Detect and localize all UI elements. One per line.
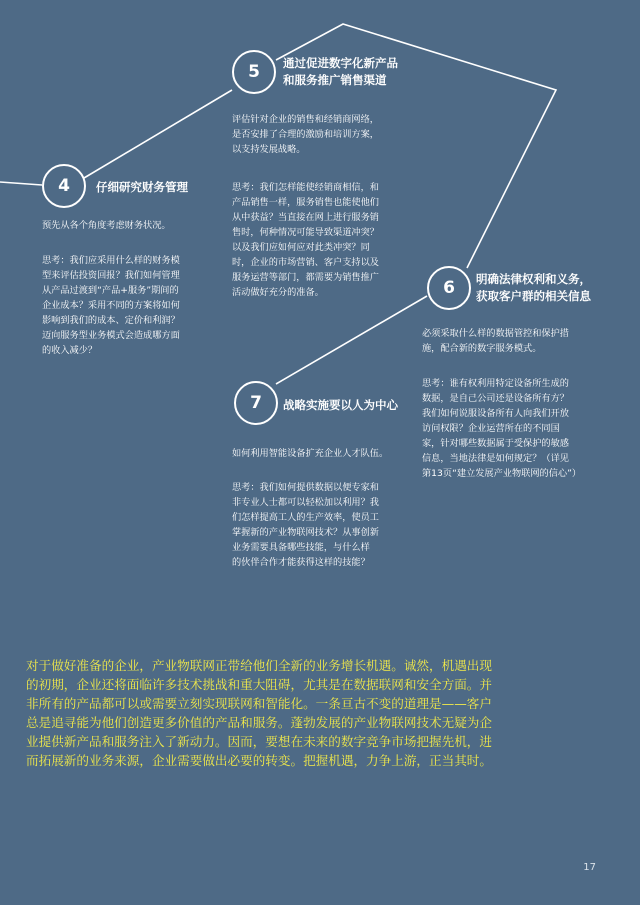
step-7-intro: 如何利用智能设备扩充企业人才队伍。 [232, 448, 389, 459]
step-4-badge: 4 [42, 164, 86, 208]
step-6-badge: 6 [427, 266, 471, 310]
summary-paragraph: 对于做好准备的企业，产业物联网正带给他们全新的业务增长机遇。诚然，机遇出现 的初期，企业还将面临许多技术挑战和重大阻碍，尤其是在数据联网和安全方面。并 非所有的产品都可以或需要立刻实现联网和智能化。一条亘古不变的道理是——客户 总是追寻能为他们创造更多价值的产品和服务。蓬勃发展的产业物联网技术无疑为企 业提供新产品和服务注入了新动力。因而，要想在未来的数字竞争市场把握先机，进 而拓展新的业务来源，企业需要做出必要的转变。把握机遇，力争上游，正当其时。 [26, 658, 492, 768]
step-7-title: 战略实施要以人为中心 [283, 398, 398, 412]
step-5-intro: 评估针对企业的销售和经销商网络， 是否安排了合理的激励和培训方案， 以支持发展战略。 [232, 114, 379, 155]
step-7-badge: 7 [234, 381, 278, 425]
step-5-badge: 5 [232, 50, 276, 94]
page-number: 17 [583, 862, 596, 873]
step-6-intro: 必须采取什么样的数据管控和保护措 施，配合新的数字服务模式。 [422, 328, 569, 354]
step-4-title: 仔细研究财务管理 [96, 180, 188, 194]
step-7-think: 思考：我们如何提供数据以便专家和 非专业人士都可以轻松加以利用？我 们怎样提高工人的生产效率，使员工 掌握新的产业物联网技术？从事创新 业务需要具备哪些技能，与什么样 的伙伴合作才能获得这样的技能？ [232, 482, 379, 568]
step-4-think: 思考：我们应采用什么样的财务模 型来评估投资回报？我们如何管理 从产品过渡到“产品+服务”期间的 企业成本？采用不同的方案将如何 影响到我们的成本、定价和利润？ 迈向服务型业务模式会造成哪方面 的收入减少？ [42, 255, 180, 356]
step-5-think: 思考：我们怎样能使经销商相信，和 产品销售一样，服务销售也能使他们 从中获益？当直接在网上进行服务销 售时，何种情况可能导致渠道冲突？ 以及我们应如何应对此类冲突？同 时，企业的市场营销、客户支持以及 服务运营等部门，都需要为销售推广 活动做好充分的准备。 [232, 182, 379, 298]
step-6-title: 明确法律权利和义务， 获取客户群的相关信息 [476, 272, 591, 303]
step-4-intro: 预先从各个角度考虑财务状况。 [42, 220, 171, 231]
step-5-title: 通过促进数字化新产品 和服务推广销售渠道 [283, 56, 398, 87]
step-6-think: 思考：谁有权利用特定设备所生成的 数据，是自己公司还是设备所有方？ 我们如何说服设备所有人向我们开放 访问权限？企业运营所在的不同国 家，针对哪些数据属于受保护的敏感 信息，当地法律是如何规定？（详见 第13页“建立发展产业物联网的信心”） [422, 378, 582, 479]
